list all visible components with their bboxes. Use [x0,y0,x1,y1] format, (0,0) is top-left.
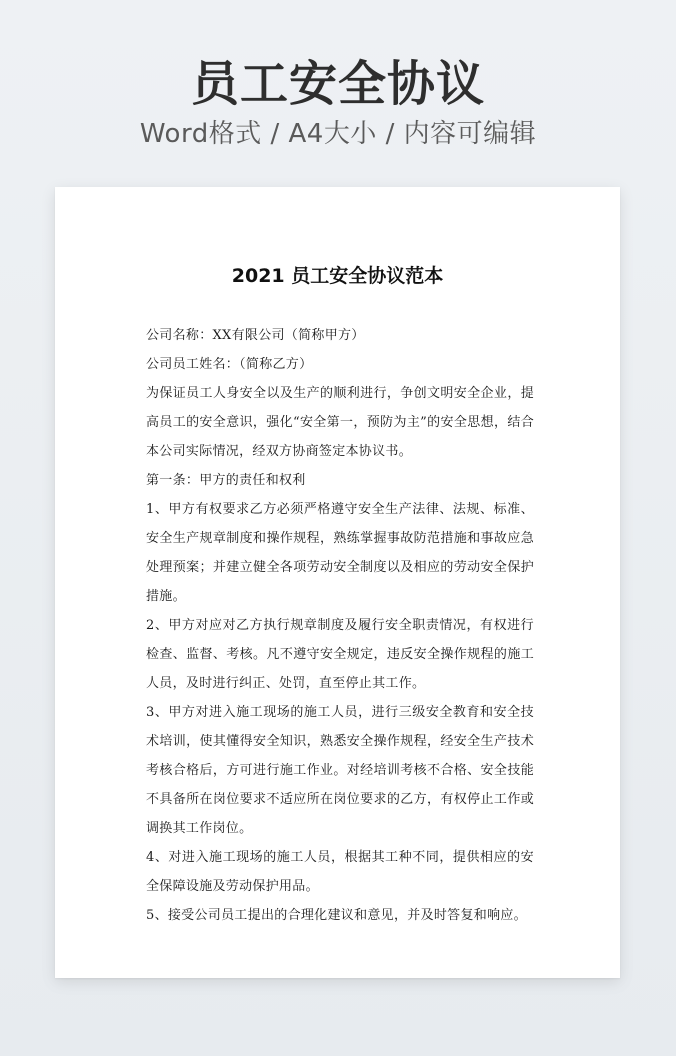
clause-5: 5、接受公司员工提出的合理化建议和意见，并及时答复和响应。 [146,908,527,923]
document-title: 2021 员工安全协议范本 [231,265,444,287]
employee-name-line: 公司员工姓名：（简称乙方） [146,357,313,372]
clause-3: 3、甲方对进入施工现场的施工人员，进行三级安全教育和安全技术培训，使其懂得安全知识，熟悉安全操作规程，经安全生产技术考核合格后，方可进行施工作业。对经培训考核不合格、安全技能不具备所在岗位要求不适应所在岗位要求的乙方，有权停止工作或调换其工作岗位。 [146,705,534,836]
promo-subtitle: Word格式 / A4大小 / 内容可编辑 [139,119,537,149]
promo-title: 员工安全协议 [190,56,485,112]
company-name-line: 公司名称：XX有限公司（简称甲方） [146,328,365,343]
document-body [146,321,534,930]
clause-4: 4、对进入施工现场的施工人员，根据其工种不同，提供相应的安全保障设施及劳动保护用品。 [146,850,534,894]
promo-header [0,0,676,180]
document-page [55,187,620,978]
article-heading: 第一条：甲方的责任和权利 [146,473,306,488]
clause-1: 1、甲方有权要求乙方必须严格遵守安全生产法律、法规、标准、安全生产规章制度和操作规程，熟练掌握事故防范措施和事故应急处理预案；并建立健全各项劳动安全制度以及相应的劳动安全保护措施。 [146,502,534,604]
clause-2: 2、甲方对应对乙方执行规章制度及履行安全职责情况，有权进行检查、监督、考核。凡不遵守安全规定，违反安全操作规程的施工人员，及时进行纠正、处罚，直至停止其工作。 [146,618,534,691]
preamble-paragraph: 为保证员工人身安全以及生产的顺利进行，争创文明安全企业，提高员工的安全意识，强化“安全第一，预防为主”的安全思想，结合本公司实际情况，经双方协商签定本协议书。 [146,386,534,459]
